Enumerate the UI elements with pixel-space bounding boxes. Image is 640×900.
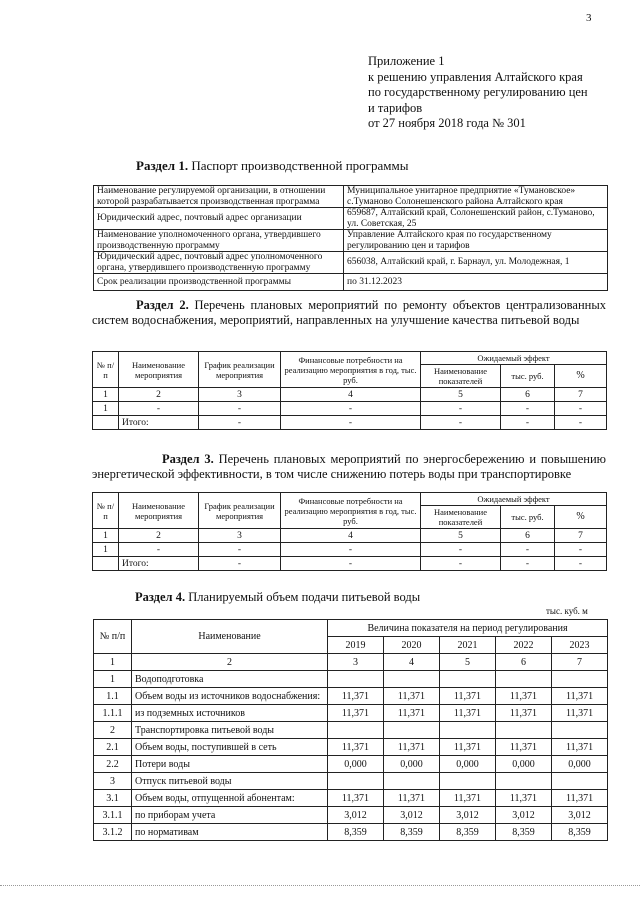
row-number: 1.1.1	[94, 705, 132, 722]
table-cell: -	[199, 557, 281, 571]
col-header-year: 2021	[440, 637, 496, 654]
value-cell	[384, 773, 440, 790]
value-cell: 0,000	[328, 756, 384, 773]
col-header-year: 2023	[552, 637, 608, 654]
row-number: 1	[94, 671, 132, 688]
value-cell: 0,000	[552, 756, 608, 773]
col-header-indicator: Наименование показателей	[421, 506, 501, 529]
table-cell: -	[501, 416, 555, 430]
table-cell: -	[281, 416, 421, 430]
table-cell: -	[501, 543, 555, 557]
table-row	[94, 186, 608, 208]
col-header-indicator: Наименование показателей	[421, 365, 501, 388]
table-row	[94, 252, 608, 274]
table-cell: -	[501, 402, 555, 416]
table-cell: -	[555, 402, 607, 416]
col-header-effect: Ожидаемый эффект	[421, 352, 607, 365]
table-cell: 1	[93, 543, 119, 557]
value-cell: 8,359	[440, 824, 496, 841]
table-row	[94, 230, 608, 252]
value-cell	[328, 671, 384, 688]
table-cell: -	[281, 402, 421, 416]
passport-key: Срок реализации производственной программы	[94, 274, 344, 291]
passport-key: Наименование уполномоченного органа, утвердившего производственную программу	[94, 230, 344, 252]
passport-key: Наименование регулируемой организации, в отношении которой разрабатывается производственная программа	[94, 186, 344, 208]
value-cell: 11,371	[384, 790, 440, 807]
value-cell: 11,371	[384, 688, 440, 705]
table-cell: -	[555, 543, 607, 557]
table-row	[94, 671, 608, 688]
row-number: 2.2	[94, 756, 132, 773]
table-cell: -	[501, 557, 555, 571]
value-cell	[496, 722, 552, 739]
appendix-line: по государственному регулированию цен	[368, 85, 588, 99]
value-cell: 11,371	[384, 739, 440, 756]
table-cell: -	[199, 416, 281, 430]
col-number: 3	[328, 654, 384, 671]
col-number: 1	[93, 388, 119, 402]
col-number: 3	[199, 529, 281, 543]
value-cell: 8,359	[496, 824, 552, 841]
row-name: Отпуск питьевой воды	[132, 773, 328, 790]
table-cell: -	[199, 543, 281, 557]
section3-title: Перечень плановых мероприятий по энергосбережению и повышению энергетической эффективности, в том числе снижению потерь воды при транспортировке	[92, 452, 606, 481]
col-number: 4	[384, 654, 440, 671]
section4-label: Раздел 4.	[135, 590, 186, 604]
value-cell: 11,371	[440, 790, 496, 807]
section4-heading	[135, 590, 420, 605]
table-cell	[93, 416, 119, 430]
value-cell	[552, 722, 608, 739]
table-cell: -	[555, 416, 607, 430]
table-header-row	[93, 352, 607, 365]
value-cell	[384, 722, 440, 739]
section1-heading	[136, 158, 408, 173]
table-row	[94, 722, 608, 739]
row-name: по нормативам	[132, 824, 328, 841]
total-label: Итого:	[119, 416, 199, 430]
col-number: 4	[281, 388, 421, 402]
row-number: 3.1.2	[94, 824, 132, 841]
value-cell: 11,371	[552, 705, 608, 722]
col-header-thousand: тыс. руб.	[501, 365, 555, 388]
value-cell: 8,359	[552, 824, 608, 841]
value-cell: 11,371	[552, 688, 608, 705]
row-name: из подземных источников	[132, 705, 328, 722]
section3-table	[92, 492, 607, 571]
row-name: Транспортировка питьевой воды	[132, 722, 328, 739]
col-number: 6	[496, 654, 552, 671]
value-cell: 11,371	[384, 705, 440, 722]
appendix-line: и тарифов	[368, 100, 423, 115]
value-cell	[384, 671, 440, 688]
table-row	[94, 807, 608, 824]
appendix-line: Приложение 1	[368, 54, 445, 68]
col-number: 6	[501, 388, 555, 402]
value-cell	[496, 773, 552, 790]
section1-label: Раздел 1.	[136, 158, 189, 173]
value-cell: 11,371	[496, 688, 552, 705]
value-cell: 3,012	[440, 807, 496, 824]
col-header-finance: Финансовые потребности на реализацию мероприятия в год, тыс. руб.	[281, 493, 421, 529]
col-header-year: 2019	[328, 637, 384, 654]
col-header-year: 2020	[384, 637, 440, 654]
table-row	[94, 824, 608, 841]
table-row	[93, 402, 607, 416]
table-cell: -	[119, 402, 199, 416]
table-row	[94, 739, 608, 756]
table-row	[94, 274, 608, 291]
passport-value: по 31.12.2023	[344, 274, 608, 291]
value-cell	[440, 671, 496, 688]
table-row	[94, 688, 608, 705]
value-cell: 3,012	[328, 807, 384, 824]
value-cell	[328, 722, 384, 739]
row-name: Потери воды	[132, 756, 328, 773]
col-header-percent: %	[555, 365, 607, 388]
col-number: 7	[552, 654, 608, 671]
table-row	[93, 543, 607, 557]
value-cell: 11,371	[496, 705, 552, 722]
table-total-row	[93, 557, 607, 571]
col-number: 5	[421, 529, 501, 543]
row-name: Объем воды, поступившей в сеть	[132, 739, 328, 756]
col-number: 7	[555, 388, 607, 402]
row-number: 1.1	[94, 688, 132, 705]
value-cell	[328, 773, 384, 790]
col-header-thousand: тыс. руб.	[501, 506, 555, 529]
appendix-line: от 27 ноября 2018 года № 301	[368, 116, 526, 130]
row-name: по приборам учета	[132, 807, 328, 824]
col-number: 6	[501, 529, 555, 543]
passport-value: Управление Алтайского края по государственному регулированию цен и тарифов	[344, 230, 608, 252]
value-cell: 8,359	[384, 824, 440, 841]
value-cell: 3,012	[552, 807, 608, 824]
appendix-block	[368, 54, 588, 132]
value-cell: 0,000	[384, 756, 440, 773]
table-header-row	[94, 620, 608, 637]
value-cell: 0,000	[496, 756, 552, 773]
section2-label: Раздел 2.	[136, 298, 189, 312]
value-cell: 11,371	[440, 705, 496, 722]
value-cell: 11,371	[328, 790, 384, 807]
value-cell: 11,371	[328, 739, 384, 756]
section4-table	[93, 619, 608, 841]
col-number: 3	[199, 388, 281, 402]
scan-edge-line	[0, 885, 640, 886]
value-cell: 3,012	[384, 807, 440, 824]
value-cell: 11,371	[496, 739, 552, 756]
value-cell: 11,371	[440, 688, 496, 705]
table-header-row	[93, 493, 607, 506]
col-header-effect: Ожидаемый эффект	[421, 493, 607, 506]
table-row	[94, 790, 608, 807]
passport-key: Юридический адрес, почтовый адрес уполномоченного органа, утвердившего производственную программу	[94, 252, 344, 274]
passport-value: 659687, Алтайский край, Солонешенский район, с.Туманово, ул. Советская, 25	[344, 208, 608, 230]
section3-label: Раздел 3.	[162, 452, 214, 466]
col-number: 2	[119, 388, 199, 402]
row-name: Водоподготовка	[132, 671, 328, 688]
row-number: 2	[94, 722, 132, 739]
col-number: 2	[132, 654, 328, 671]
value-cell: 11,371	[328, 688, 384, 705]
table-cell	[93, 557, 119, 571]
section3-heading	[92, 452, 606, 482]
table-cell: -	[199, 402, 281, 416]
passport-value: 656038, Алтайский край, г. Барнаул, ул. Молодежная, 1	[344, 252, 608, 274]
col-header-name: Наименование мероприятия	[119, 352, 199, 388]
col-number: 1	[93, 529, 119, 543]
value-cell	[552, 773, 608, 790]
col-header-percent: %	[555, 506, 607, 529]
value-cell	[440, 722, 496, 739]
units-label: тыс. куб. м	[546, 606, 588, 616]
col-header-name: Наименование	[132, 620, 328, 654]
col-header-num: № п/п	[94, 620, 132, 654]
table-cell: -	[421, 543, 501, 557]
col-number: 4	[281, 529, 421, 543]
value-cell: 11,371	[552, 790, 608, 807]
col-header-name: Наименование мероприятия	[119, 493, 199, 529]
table-total-row	[93, 416, 607, 430]
table-cell: -	[421, 557, 501, 571]
appendix-line: к решению управления Алтайского края	[368, 69, 583, 84]
total-label: Итого:	[119, 557, 199, 571]
row-number: 3.1	[94, 790, 132, 807]
table-row	[94, 773, 608, 790]
table-row	[94, 654, 608, 671]
section4-title: Планируемый объем подачи питьевой воды	[185, 590, 421, 604]
col-header-year: 2022	[496, 637, 552, 654]
section2-title: Перечень плановых мероприятий по ремонту объектов централизованных систем водоснабжения, мероприятий, направленных на улучшение качества питьевой воды	[92, 298, 606, 327]
col-number: 7	[555, 529, 607, 543]
col-number: 5	[440, 654, 496, 671]
section1-title: Паспорт производственной программы	[188, 158, 409, 173]
col-header-period: Величина показателя на период регулирования	[328, 620, 608, 637]
section2-table	[92, 351, 607, 430]
table-row	[94, 756, 608, 773]
value-cell	[440, 773, 496, 790]
value-cell: 11,371	[552, 739, 608, 756]
col-header-schedule: График реализации мероприятия	[199, 352, 281, 388]
section2-heading	[92, 298, 606, 328]
row-number: 2.1	[94, 739, 132, 756]
passport-key: Юридический адрес, почтовый адрес организации	[94, 208, 344, 230]
table-cell: -	[119, 543, 199, 557]
col-number: 1	[94, 654, 132, 671]
table-row	[94, 208, 608, 230]
col-number: 5	[421, 388, 501, 402]
value-cell	[496, 671, 552, 688]
col-header-schedule: График реализации мероприятия	[199, 493, 281, 529]
value-cell: 11,371	[496, 790, 552, 807]
value-cell: 8,359	[328, 824, 384, 841]
row-number: 3	[94, 773, 132, 790]
col-header-finance: Финансовые потребности на реализацию мероприятия в год, тыс. руб.	[281, 352, 421, 388]
table-cell: -	[555, 557, 607, 571]
col-header-num: № п/п	[93, 493, 119, 529]
page-number: 3	[586, 12, 592, 24]
value-cell: 0,000	[440, 756, 496, 773]
table-row	[94, 705, 608, 722]
table-cell: -	[281, 543, 421, 557]
table-cell: -	[421, 402, 501, 416]
col-header-num: № п/п	[93, 352, 119, 388]
table-row	[93, 388, 607, 402]
passport-table	[93, 185, 608, 291]
table-row	[93, 529, 607, 543]
table-cell: -	[421, 416, 501, 430]
value-cell: 3,012	[496, 807, 552, 824]
value-cell	[552, 671, 608, 688]
table-cell: -	[281, 557, 421, 571]
row-number: 3.1.1	[94, 807, 132, 824]
value-cell: 11,371	[328, 705, 384, 722]
value-cell: 11,371	[440, 739, 496, 756]
col-number: 2	[119, 529, 199, 543]
row-name: Объем воды из источников водоснабжения:	[132, 688, 328, 705]
table-cell: 1	[93, 402, 119, 416]
row-name: Объем воды, отпущенной абонентам:	[132, 790, 328, 807]
passport-value: Муниципальное унитарное предприятие «Тумановское» с.Туманово Солонешенского района Алтайского края	[344, 186, 608, 208]
